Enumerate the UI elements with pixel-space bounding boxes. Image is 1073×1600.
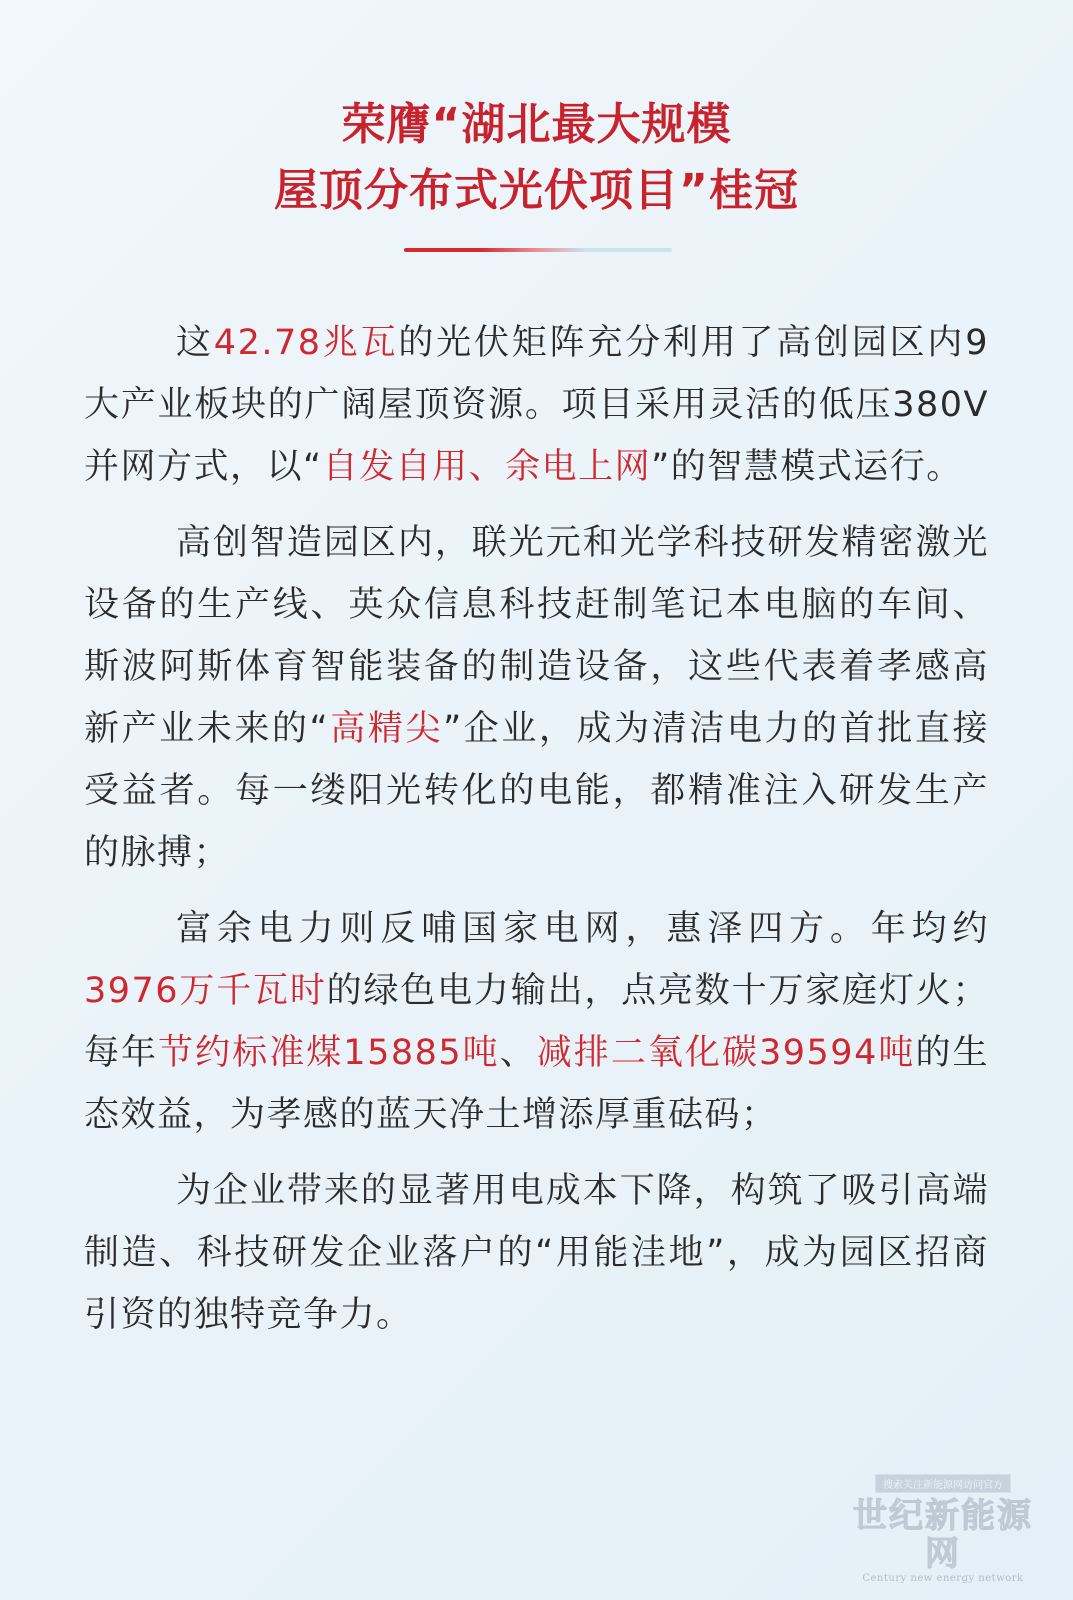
- body-paragraph: [84, 312, 989, 498]
- paragraph-text: 的光伏矩阵充分利用了高创园区内9大产业板块的广阔屋顶资源。项目采用灵活的低压380V并网方式，以“: [84, 323, 989, 487]
- paragraph-text: 、: [499, 1033, 537, 1073]
- watermark-title: 世纪新能源网: [853, 1496, 1033, 1574]
- highlighted-text: 3976万千瓦时: [84, 971, 327, 1011]
- paragraph-text: ”的智慧模式运行。: [651, 447, 963, 487]
- paragraph-text: 富余电力则反哺国家电网，惠泽四方。年均约: [176, 909, 989, 949]
- paragraph-text: ”企业，成为清洁电力的首批直接受益者。每一缕阳光转化的电能，都精准注入研发生产的脉搏；: [84, 709, 989, 873]
- article-title: [0, 92, 1073, 224]
- article-body: [84, 312, 989, 1360]
- paragraph-text: 的绿色电力输出，点亮数十万家庭灯火；每年: [84, 971, 989, 1073]
- paragraph-text: 的生态效益，为孝感的蓝天净土增添厚重砝码；: [84, 1033, 989, 1135]
- highlighted-text: 42.78兆瓦: [213, 323, 399, 363]
- highlighted-text: 减排二氧化碳39594吨: [536, 1033, 916, 1073]
- paragraph-text: 为企业带来的显著用电成本下降，构筑了吸引高端制造、科技研发企业落户的“用能洼地”，成为园区招商引资的独特竞争力。: [84, 1171, 989, 1335]
- highlighted-text: 节约标准煤15885吨: [158, 1033, 500, 1073]
- title-divider: [404, 248, 672, 252]
- watermark-subtitle: Century new energy network: [862, 1573, 1024, 1584]
- title-line-1: 荣膺“湖北最大规模: [341, 99, 732, 150]
- watermark-caption: 搜索关注新能源网访问官方: [875, 1474, 1011, 1493]
- paragraph-text: 高创智造园区内，联光元和光学科技研发精密激光设备的生产线、英众信息科技赶制笔记本电脑的车间、斯波阿斯体育智能装备的制造设备，这些代表着孝感高新产业未来的“: [84, 523, 989, 749]
- body-paragraph: [84, 1160, 989, 1346]
- body-paragraph: [84, 512, 989, 884]
- paragraph-text: 这: [176, 323, 214, 363]
- watermark-logo: [843, 1474, 1043, 1584]
- title-line-2: 屋顶分布式光伏项目”桂冠: [274, 165, 799, 216]
- highlighted-text: 高精尖: [329, 709, 444, 749]
- highlighted-text: 自发自用、余电上网: [322, 447, 652, 487]
- body-paragraph: [84, 898, 989, 1146]
